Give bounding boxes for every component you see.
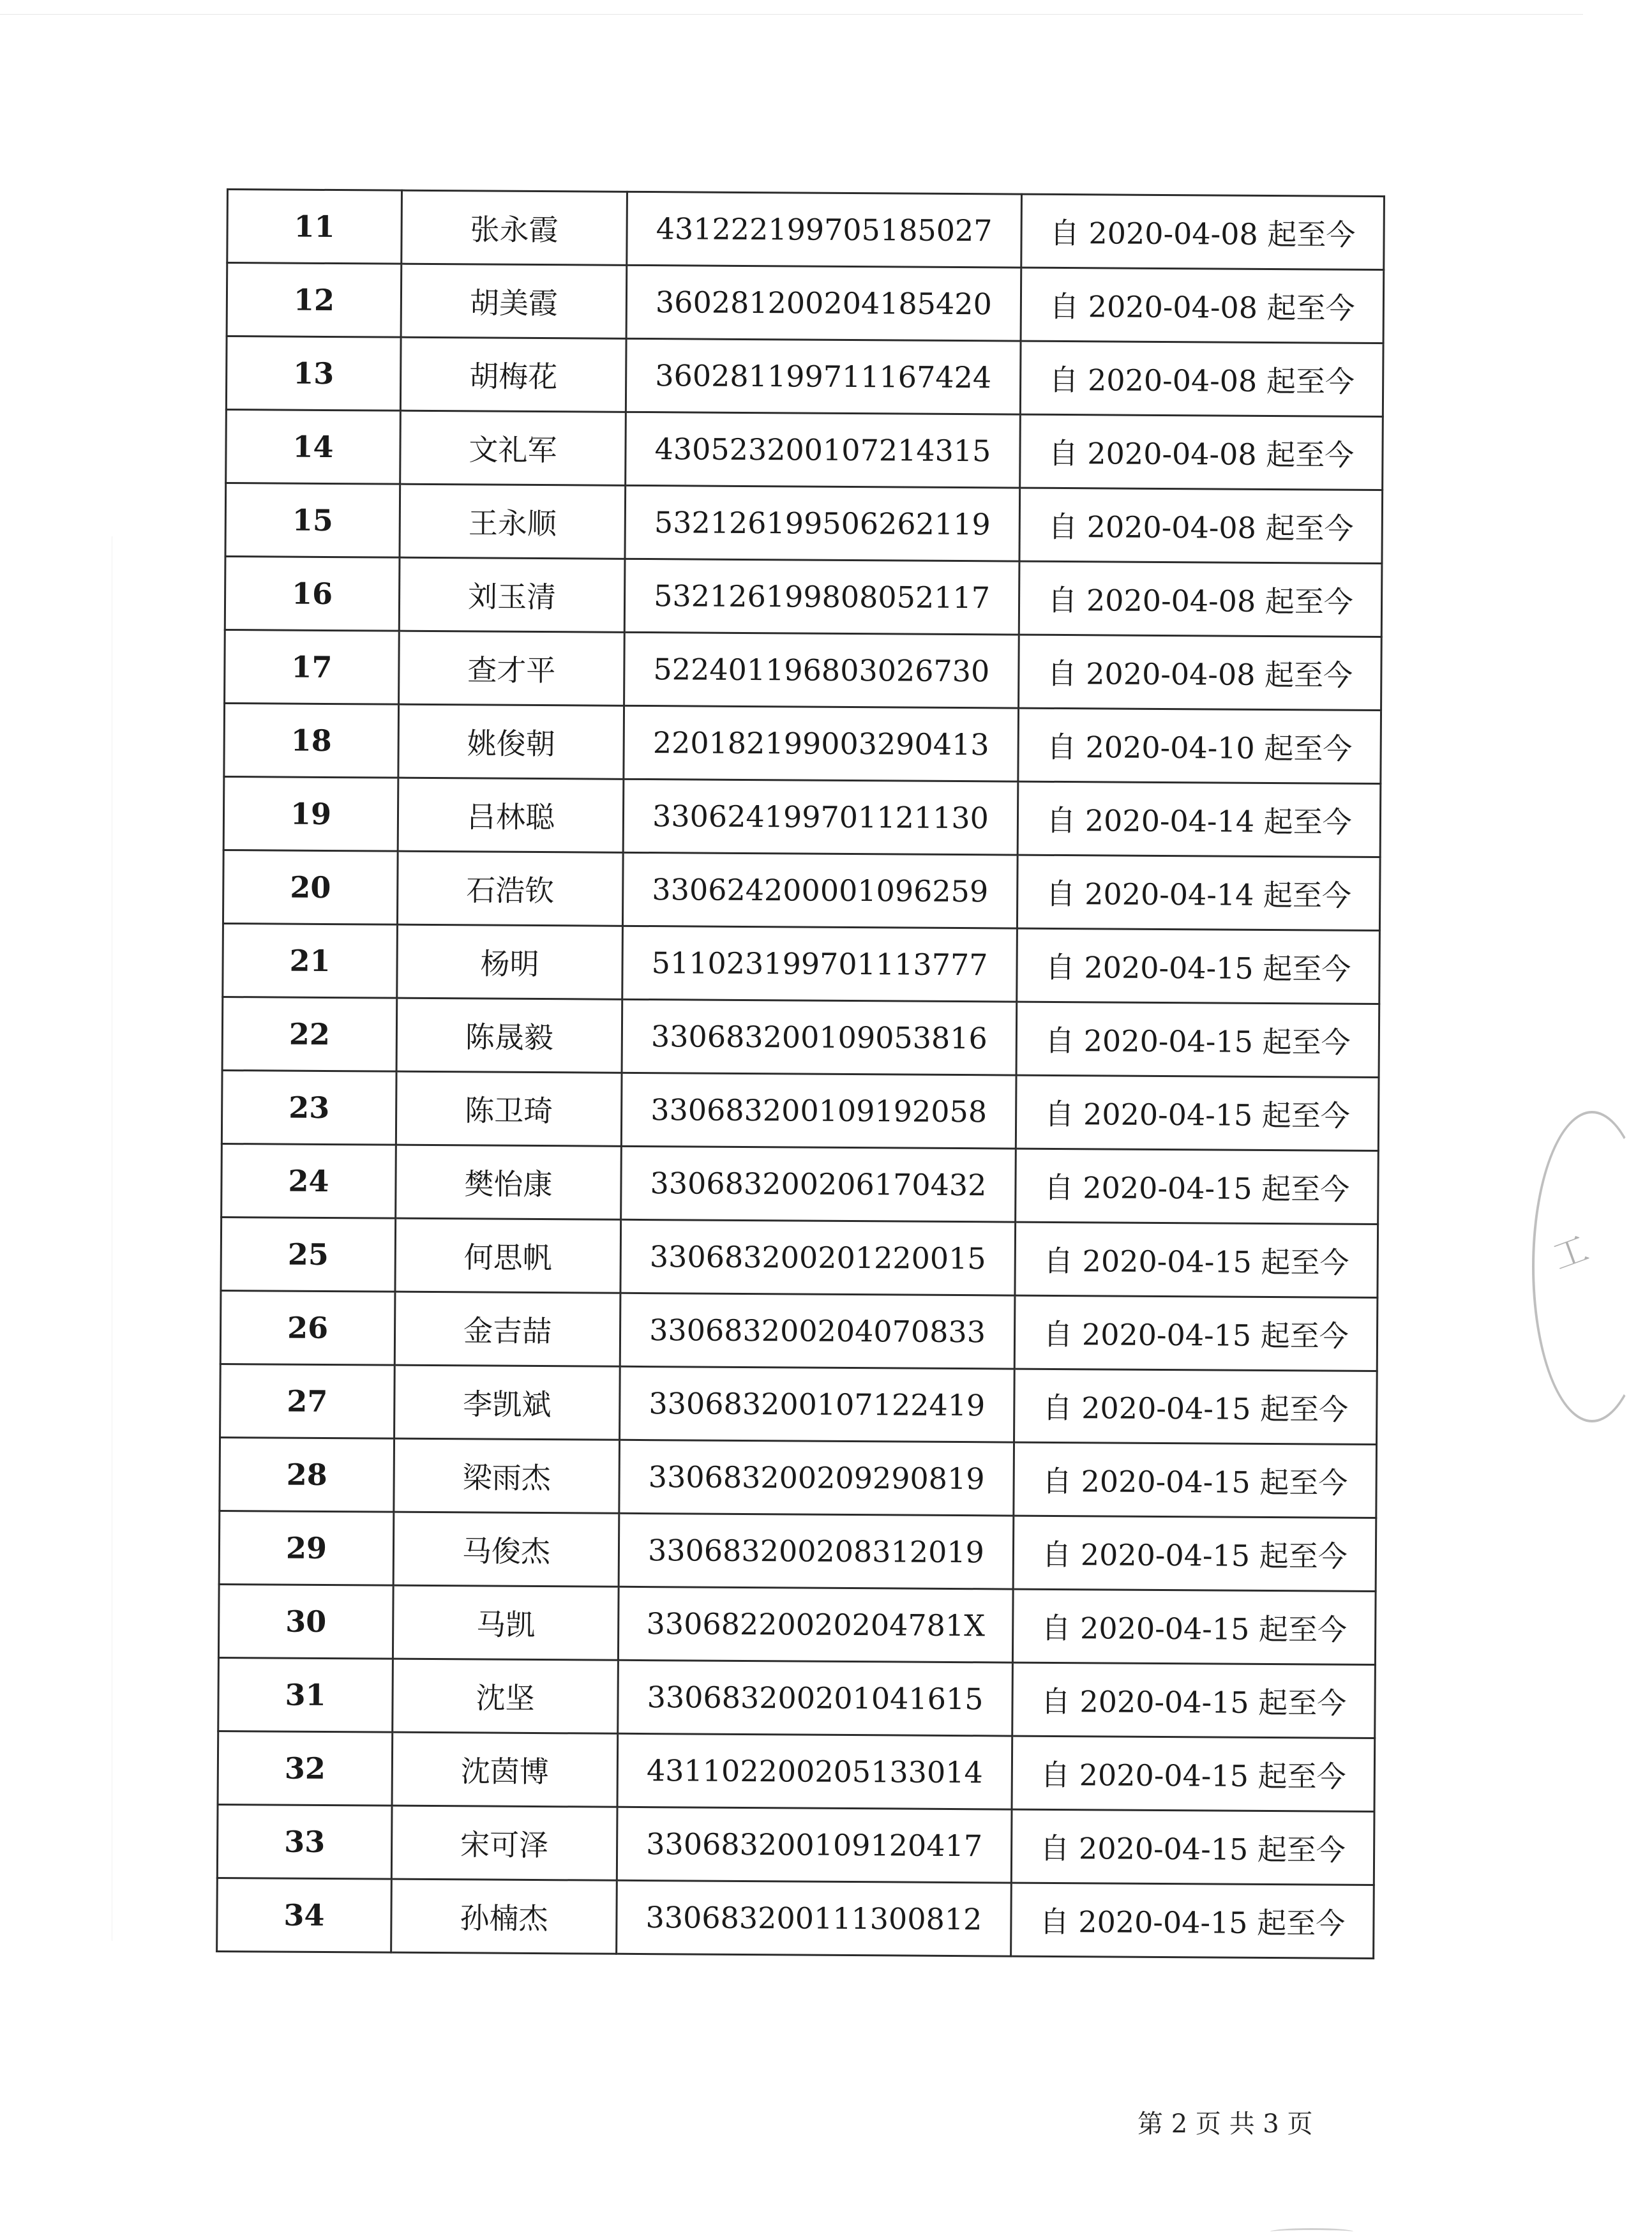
id-number-cell: 330683200109192058 [621, 1073, 1016, 1149]
name-cell: 樊怡康 [396, 1145, 622, 1219]
table-row [223, 776, 1381, 857]
period-cell: 自 2020-04-08 起至今 [1021, 268, 1384, 343]
id-number-cell: 431102200205133014 [617, 1733, 1012, 1809]
name-cell: 刘玉清 [399, 557, 625, 632]
row-number-cell: 26 [220, 1290, 395, 1365]
period-cell: 自 2020-04-15 起至今 [1012, 1736, 1375, 1811]
period-cell: 自 2020-04-15 起至今 [1014, 1295, 1378, 1371]
period-cell: 自 2020-04-15 起至今 [1011, 1809, 1374, 1885]
name-cell: 王永顺 [400, 484, 626, 559]
period-cell: 自 2020-04-15 起至今 [1012, 1662, 1376, 1738]
name-cell: 沈坚 [393, 1659, 619, 1733]
page-top-edge [0, 14, 1583, 15]
name-cell: 陈晟毅 [396, 998, 622, 1073]
period-cell: 自 2020-04-15 起至今 [1011, 1883, 1374, 1958]
name-cell: 石浩钦 [397, 851, 623, 926]
table-row [222, 1143, 1379, 1224]
id-number-cell: 33068220020204781X [618, 1587, 1013, 1662]
period-cell: 自 2020-04-10 起至今 [1018, 708, 1381, 783]
row-number-cell: 32 [218, 1731, 393, 1806]
row-number-cell: 20 [223, 850, 398, 924]
period-cell: 自 2020-04-08 起至今 [1019, 635, 1382, 710]
name-cell: 孙楠杰 [391, 1879, 617, 1954]
id-number-cell: 330683200209290819 [619, 1440, 1014, 1516]
period-cell: 自 2020-04-08 起至今 [1019, 488, 1383, 563]
row-number-cell: 27 [220, 1364, 395, 1438]
row-number-cell: 15 [225, 483, 400, 558]
table-row [227, 263, 1384, 343]
name-cell: 陈卫琦 [396, 1071, 622, 1146]
table-row [224, 703, 1381, 783]
period-cell: 自 2020-04-15 起至今 [1016, 1002, 1379, 1077]
id-number-cell: 330624200001096259 [622, 852, 1017, 928]
table-row [218, 1731, 1375, 1811]
period-cell: 自 2020-04-08 起至今 [1021, 194, 1385, 269]
period-cell: 自 2020-04-15 起至今 [1012, 1589, 1376, 1664]
id-number-cell: 532126199506262119 [625, 485, 1020, 561]
id-number-cell: 511023199701113777 [622, 926, 1017, 1002]
page-number: 第 2 页 共 3 页 [1138, 2109, 1313, 2139]
row-number-cell: 34 [217, 1878, 392, 1952]
table-row [218, 1584, 1376, 1664]
name-cell: 查才平 [399, 631, 625, 705]
row-number-cell: 16 [225, 556, 400, 631]
name-cell: 张永霞 [402, 190, 627, 265]
table-row [217, 1878, 1374, 1958]
row-number-cell: 21 [223, 923, 398, 998]
row-number-cell: 17 [225, 629, 400, 704]
name-cell: 宋可泽 [391, 1806, 617, 1880]
name-cell: 沈茵博 [392, 1732, 618, 1807]
table-row [225, 483, 1383, 564]
name-cell: 梁雨杰 [394, 1438, 620, 1513]
table-row [226, 336, 1383, 417]
id-number-cell: 330683200204070833 [620, 1293, 1015, 1369]
bottom-edge-mark [1270, 2228, 1353, 2235]
table-row [219, 1511, 1376, 1591]
id-number-cell: 330683200111300812 [617, 1880, 1012, 1956]
name-cell: 马俊杰 [393, 1512, 619, 1587]
period-cell: 自 2020-04-15 起至今 [1017, 928, 1380, 1004]
row-number-cell: 30 [218, 1584, 393, 1659]
period-cell: 自 2020-04-08 起至今 [1020, 414, 1383, 490]
row-number-cell: 12 [227, 263, 402, 338]
name-cell: 何思帆 [395, 1218, 621, 1293]
period-cell: 自 2020-04-14 起至今 [1017, 855, 1380, 930]
id-number-cell: 330683200109053816 [622, 999, 1017, 1075]
table-row [217, 1804, 1374, 1885]
row-number-cell: 19 [223, 776, 398, 851]
row-number-cell: 18 [224, 703, 399, 778]
name-cell: 金吉喆 [394, 1292, 620, 1366]
table-row [225, 556, 1382, 637]
table-row [223, 850, 1380, 930]
table-row [220, 1290, 1378, 1371]
row-number-cell: 14 [226, 410, 401, 485]
table-row [222, 997, 1379, 1077]
id-number-cell: 522401196803026730 [624, 632, 1019, 708]
period-cell: 自 2020-04-15 起至今 [1016, 1149, 1379, 1224]
name-cell: 胡美霞 [401, 264, 627, 338]
id-number-cell: 330683200201220015 [620, 1219, 1016, 1295]
id-number-cell: 430523200107214315 [626, 412, 1021, 488]
seal-glyph: 工 [1547, 1228, 1594, 1278]
period-cell: 自 2020-04-08 起至今 [1019, 561, 1382, 637]
id-number-cell: 330683200208312019 [619, 1513, 1014, 1589]
id-number-cell: 330624199701121130 [623, 779, 1018, 855]
name-cell: 姚俊朝 [398, 704, 624, 779]
id-number-cell: 220182199003290413 [624, 705, 1019, 781]
row-number-cell: 23 [222, 1070, 396, 1145]
table-row [218, 1657, 1376, 1738]
period-cell: 自 2020-04-15 起至今 [1014, 1369, 1378, 1444]
roster-table-body [217, 190, 1385, 1959]
id-number-cell: 532126199808052117 [624, 559, 1019, 635]
table-row [225, 629, 1382, 710]
period-cell: 自 2020-04-15 起至今 [1015, 1222, 1378, 1297]
row-number-cell: 28 [220, 1437, 394, 1512]
id-number-cell: 360281199711167424 [626, 338, 1021, 414]
period-cell: 自 2020-04-15 起至今 [1016, 1075, 1379, 1150]
id-number-cell: 330683200109120417 [617, 1807, 1012, 1883]
table-row [223, 923, 1380, 1004]
table-row [226, 410, 1383, 490]
name-cell: 文礼军 [400, 411, 626, 485]
name-cell: 马凯 [393, 1585, 619, 1660]
row-number-cell: 29 [219, 1511, 394, 1585]
name-cell: 李凯斌 [394, 1365, 620, 1440]
row-number-cell: 31 [218, 1657, 393, 1732]
period-cell: 自 2020-04-08 起至今 [1020, 341, 1383, 416]
row-number-cell: 13 [226, 336, 401, 411]
table-row [222, 1070, 1379, 1150]
table-row [220, 1364, 1378, 1444]
table-row [221, 1217, 1378, 1297]
name-cell: 杨明 [397, 924, 623, 999]
period-cell: 自 2020-04-14 起至今 [1017, 781, 1381, 857]
row-number-cell: 11 [227, 190, 402, 264]
name-cell: 吕林聪 [398, 778, 624, 852]
row-number-cell: 33 [217, 1804, 392, 1879]
id-number-cell: 330683200201041615 [618, 1660, 1013, 1736]
id-number-cell: 330683200107122419 [620, 1366, 1015, 1442]
period-cell: 自 2020-04-15 起至今 [1013, 1516, 1376, 1591]
id-number-cell: 330683200206170432 [621, 1146, 1016, 1222]
table-row [227, 190, 1385, 270]
id-number-cell: 360281200204185420 [626, 265, 1021, 341]
name-cell: 胡梅花 [400, 337, 626, 412]
row-number-cell: 25 [221, 1217, 396, 1292]
id-number-cell: 431222199705185027 [627, 192, 1022, 268]
roster-table [216, 188, 1385, 1959]
row-number-cell: 22 [222, 997, 397, 1071]
table-row [220, 1437, 1377, 1518]
period-cell: 自 2020-04-15 起至今 [1014, 1442, 1377, 1518]
row-number-cell: 24 [222, 1143, 396, 1218]
